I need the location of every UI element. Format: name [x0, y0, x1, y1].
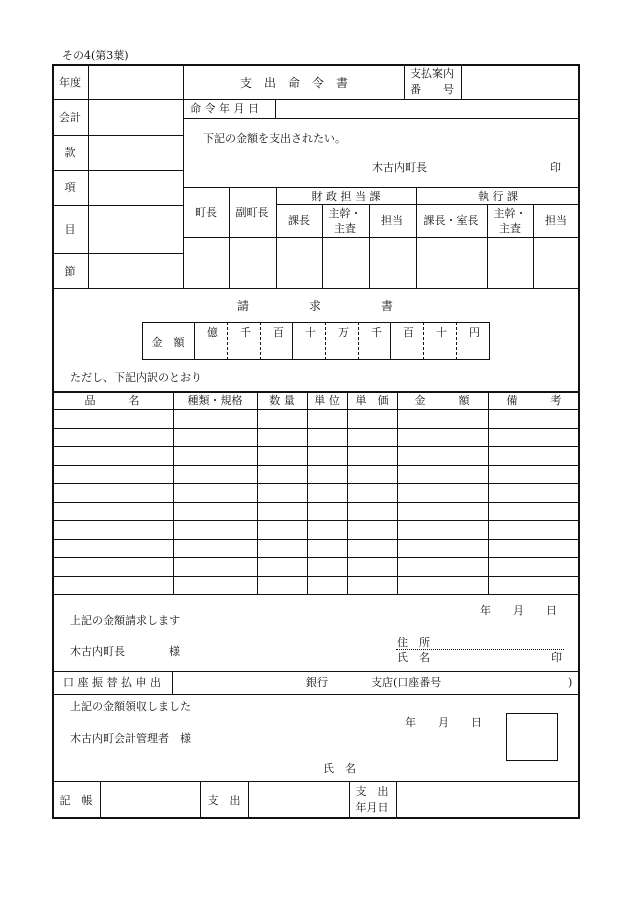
zaisei-tanto-label: 担当	[381, 214, 403, 227]
bank-name-field[interactable]	[174, 673, 302, 692]
payment-no-label-1: 支払案内	[410, 67, 454, 80]
transfer-branch: 支店(口座番号	[371, 676, 442, 689]
receipt-date: 年 月 日	[405, 716, 482, 729]
col-kingaku: 金 額	[414, 394, 470, 407]
col-tanka: 単 価	[355, 394, 389, 407]
receipt-addressee: 木古内町会計管理者 様	[70, 732, 191, 745]
kicho-label: 記 帳	[59, 794, 93, 807]
order-instruction: 下記の金額を支出されたい。	[203, 132, 346, 145]
claim-address-field[interactable]	[440, 634, 564, 648]
shikko-shukan-stamp-cell[interactable]	[488, 238, 532, 287]
shikko-group-label: 執 行 課	[478, 190, 518, 203]
shishutsu-field[interactable]	[249, 782, 348, 817]
transfer-close: )	[568, 676, 573, 689]
kou-field[interactable]	[89, 171, 182, 204]
invoice-note: ただし、下記内訳のとおり	[70, 371, 202, 384]
claim-seal: 印	[551, 651, 562, 664]
payment-no-field[interactable]	[462, 66, 578, 98]
digit-juu-man: 十	[305, 326, 316, 339]
sheet-label: その4(第3葉)	[62, 49, 129, 62]
claim-address-label: 住 所	[397, 636, 430, 649]
shikko-tanto-label: 担当	[545, 214, 567, 227]
nendo-field[interactable]	[89, 66, 182, 98]
chocho-label: 町長	[195, 206, 217, 219]
zaisei-kacho-label: 課長	[288, 214, 310, 227]
shikko-shukan-label-1: 主幹・	[493, 207, 527, 220]
digit-juu: 十	[436, 326, 447, 339]
kicho-field[interactable]	[101, 782, 199, 817]
account-number-field[interactable]	[452, 673, 566, 692]
receipt-name-field[interactable]	[366, 759, 496, 777]
digit-en: 円	[469, 326, 480, 339]
kan-label: 款	[64, 146, 76, 159]
digit-sen-man: 千	[240, 326, 251, 339]
branch-name-field[interactable]	[334, 673, 369, 692]
digit-man: 万	[338, 326, 349, 339]
chocho-stamp-cell[interactable]	[184, 238, 228, 287]
shikko-shukan-label-2: 主査	[499, 222, 521, 235]
shishutsu-date-label-2: 年月日	[355, 801, 389, 814]
invoice-title: 請 求 書	[236, 299, 394, 313]
col-suryo: 数 量	[269, 394, 295, 407]
transfer-bank: 銀行	[306, 676, 328, 689]
transfer-label: 口 座 振 替 払 申 出	[63, 676, 161, 689]
claim-date: 年 月 日	[480, 604, 557, 617]
digit-hyaku-man: 百	[273, 326, 284, 339]
setsu-label: 節	[64, 265, 76, 278]
zaisei-shukan-label-1: 主幹・	[328, 207, 362, 220]
zaisei-group-label: 財 政 担 当 課	[311, 190, 381, 203]
zaisei-shukan-stamp-cell[interactable]	[323, 238, 368, 287]
claim-statement: 上記の金額請求します	[70, 614, 180, 627]
receipt-statement: 上記の金額領収しました	[70, 700, 191, 713]
col-shurui: 種類・規格	[187, 394, 243, 407]
claim-name-label: 氏 名	[397, 651, 430, 664]
kaikei-field[interactable]	[89, 100, 182, 134]
shishutsu-label: 支 出	[207, 794, 241, 807]
digit-hyaku: 百	[403, 326, 414, 339]
fukuchocho-stamp-cell[interactable]	[230, 238, 275, 287]
amount-digits-field[interactable]	[195, 323, 489, 359]
digit-sen: 千	[371, 326, 382, 339]
shikko-kacho-label: 課長・室長	[423, 214, 479, 227]
items-table-body[interactable]	[53, 410, 579, 593]
shikko-tanto-stamp-cell[interactable]	[534, 238, 578, 287]
order-date-field[interactable]	[276, 100, 578, 117]
amount-label: 金 額	[151, 336, 185, 349]
order-issuer: 木古内町長	[372, 161, 427, 174]
moku-label: 目	[64, 223, 76, 236]
kou-label: 項	[64, 181, 76, 194]
order-seal: 印	[550, 161, 561, 174]
col-tani: 単 位	[314, 394, 340, 407]
receipt-name-label: 氏 名	[323, 762, 356, 775]
kan-field[interactable]	[89, 136, 182, 169]
moku-field[interactable]	[89, 206, 182, 252]
form-title: 支 出 命 令 書	[239, 76, 349, 90]
zaisei-tanto-stamp-cell[interactable]	[370, 238, 415, 287]
zaisei-kacho-stamp-cell[interactable]	[277, 238, 321, 287]
order-date-label: 命 令 年 月 日	[190, 102, 259, 115]
setsu-field[interactable]	[89, 254, 182, 287]
fukuchocho-label: 副町長	[235, 206, 269, 219]
shishutsu-date-label-1: 支 出	[355, 785, 389, 798]
payment-no-label-2: 番 号	[410, 83, 454, 96]
shishutsu-date-field[interactable]	[397, 782, 578, 817]
claim-addressee: 木古内町長 様	[70, 645, 180, 658]
digit-oku: 億	[207, 326, 218, 339]
nendo-label: 年度	[59, 76, 81, 89]
shikko-kacho-stamp-cell[interactable]	[417, 238, 486, 287]
col-biko: 備 考	[506, 394, 562, 407]
col-hinmei: 品 名	[84, 394, 140, 407]
zaisei-shukan-label-2: 主査	[334, 222, 356, 235]
receipt-seal-box[interactable]	[506, 713, 558, 761]
claim-name-field[interactable]	[440, 651, 540, 665]
kaikei-label: 会計	[59, 111, 81, 124]
